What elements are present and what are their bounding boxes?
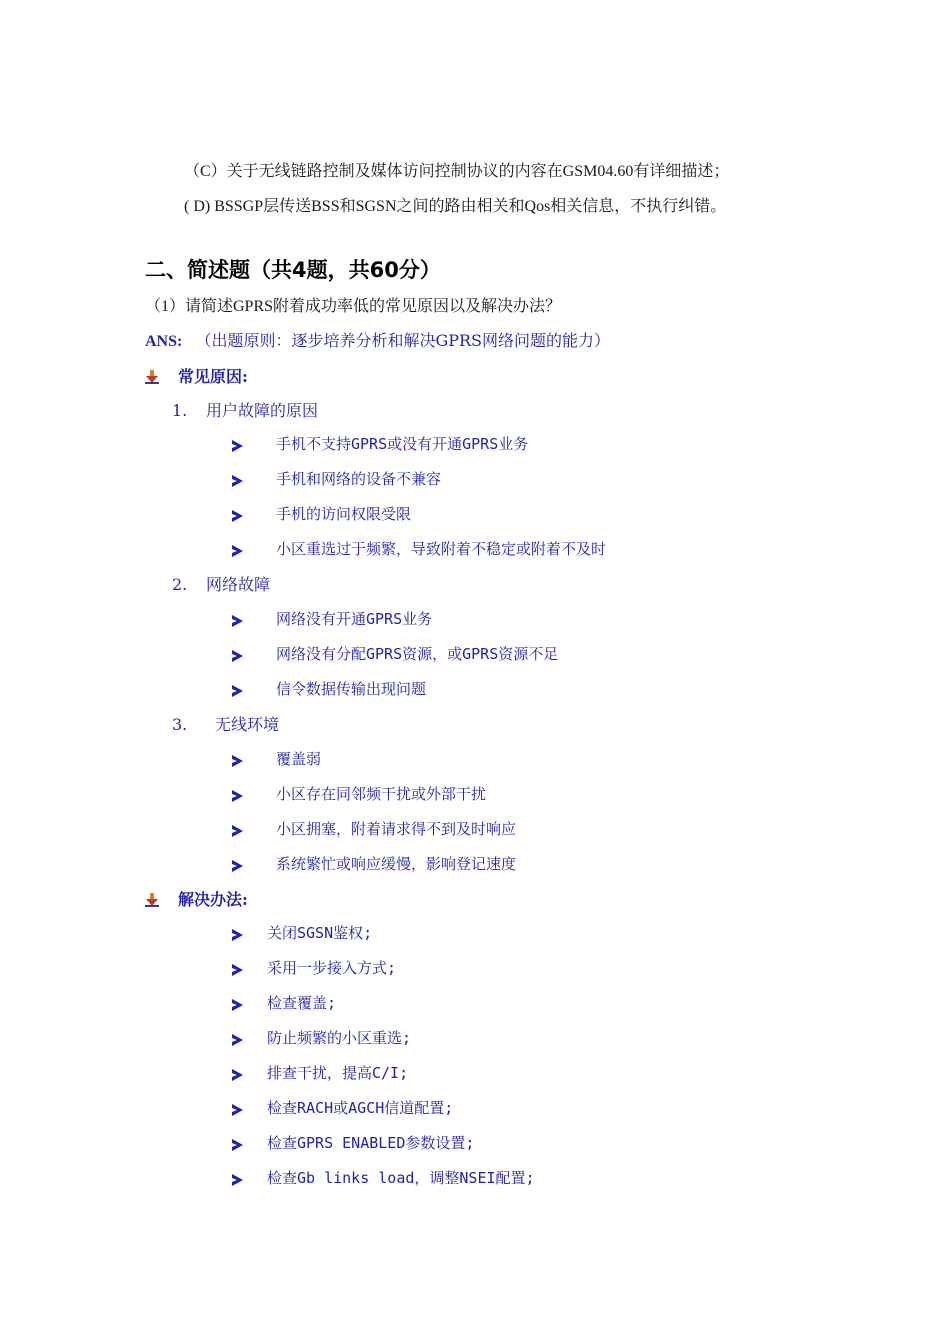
arrow-bullet-icon [232,475,243,487]
cause-group-1-title: 用户故障的原因 [206,401,319,420]
answer-line [145,333,610,350]
arrow-bullet-icon [232,1069,243,1081]
arrow-bullet-icon [232,685,243,697]
arrow-bullet-icon [232,964,243,976]
arrow-bullet-icon [232,755,243,767]
list-item: 防止频繁的小区重选; [267,1029,412,1047]
list-item: 手机的访问权限受限 [276,505,412,523]
list-item: 小区拥塞，附着请求得不到及时响应 [276,820,517,838]
section-title: 二、简述题（共4题，共60分） [145,258,441,282]
list-item: 采用一步接入方式; [267,959,397,977]
arrow-bullet-icon [232,1174,243,1186]
cause-group-3-num: 3. [172,715,188,734]
arrow-bullet-icon [232,440,243,452]
list-item: 小区存在同邻频干扰或外部干扰 [276,785,487,803]
list-item: 检查GPRS ENABLED参数设置; [267,1134,475,1152]
arrow-bullet-icon [232,860,243,872]
list-item: 覆盖弱 [276,750,322,768]
arrow-bullet-icon [232,1139,243,1151]
cause-group-2-title: 网络故障 [206,575,271,594]
option-d: ( D) BSSGP层传送BSS和SGSN之间的路由相关和Qos相关信息，不执行纠错。 [184,198,727,215]
arrow-bullet-icon [232,650,243,662]
list-item: 检查Gb links load，调整NSEI配置; [267,1169,535,1187]
arrow-bullet-icon [232,1104,243,1116]
arrow-bullet-icon [232,510,243,522]
list-item: 小区重选过于频繁，导致附着不稳定或附着不及时 [276,540,607,558]
solutions-heading: 解决办法: [178,890,248,909]
arrow-bullet-icon [232,1034,243,1046]
question-text: （1）请简述GPRS附着成功率低的常见原因以及解决办法？ [145,298,562,315]
list-item: 手机和网络的设备不兼容 [276,470,442,488]
answer-principle: （出题原则：逐步培养分析和解决GPRS网络问题的能力） [195,331,610,350]
arrow-bullet-icon [232,615,243,627]
list-item: 系统繁忙或响应缓慢，影响登记速度 [276,855,517,873]
arrow-bullet-icon [232,545,243,557]
list-item: 检查RACH或AGCH信道配置; [267,1099,454,1117]
list-item: 网络没有分配GPRS资源，或GPRS资源不足 [276,645,559,663]
list-item: 手机不支持GPRS或没有开通GPRS业务 [276,435,529,453]
list-item: 关闭SGSN鉴权; [267,924,373,942]
list-item: 检查覆盖; [267,994,337,1012]
cause-group-3-title: 无线环境 [215,715,280,734]
arrow-bullet-icon [232,825,243,837]
list-item: 排查干扰，提高C/I; [267,1064,409,1082]
arrow-bullet-icon [232,790,243,802]
causes-heading: 常见原因: [178,367,248,386]
arrow-bullet-icon [232,929,243,941]
arrow-bullet-icon [232,999,243,1011]
list-item: 网络没有开通GPRS业务 [276,610,433,628]
arrow-down-icon [145,370,159,384]
option-c: （C）关于无线链路控制及媒体访问控制协议的内容在GSM04.60有详细描述； [184,163,730,180]
cause-group-1-num: 1. [172,401,188,420]
cause-group-2-num: 2. [172,575,188,594]
list-item: 信令数据传输出现问题 [276,680,427,698]
arrow-down-icon [145,893,159,907]
answer-label: ANS: [145,333,183,350]
